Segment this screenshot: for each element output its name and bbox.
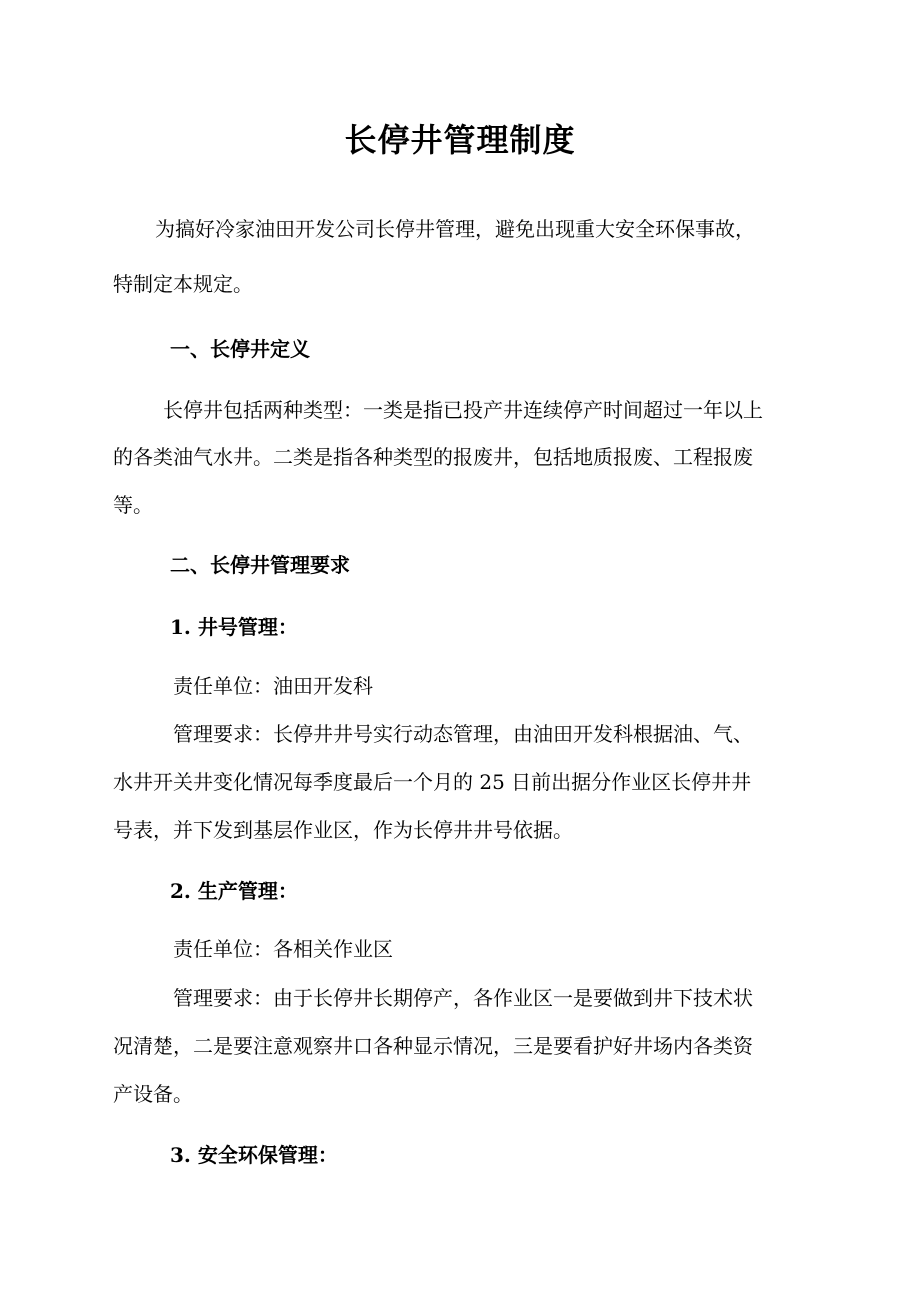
item-1-requirement-line-1: 管理要求：长停井井号实行动态管理，由油田开发科根据油、气、: [173, 722, 753, 746]
item-1-heading: 1. 井号管理：: [170, 615, 298, 639]
intro-line-2: 特制定本规定。: [113, 272, 253, 296]
section-1-heading: 一、长停井定义: [170, 337, 310, 361]
item-3-heading: 3. 安全环保管理：: [170, 1143, 338, 1167]
section-1-body-line-3: 等。: [113, 493, 153, 517]
item-1-requirement-line-3: 号表，并下发到基层作业区，作为长停井井号依据。: [113, 818, 573, 842]
item-2-requirement-line-3: 产设备。: [113, 1082, 193, 1106]
item-2-requirement-line-2: 况清楚，二是要注意观察井口各种显示情况，三是要看护好井场内各类资: [113, 1034, 753, 1058]
intro-line-1: 为搞好冷家油田开发公司长停井管理，避免出现重大安全环保事故，: [155, 217, 755, 241]
section-1-body-line-1: 长停井包括两种类型：一类是指已投产井连续停产时间超过一年以上: [163, 398, 763, 422]
document-title: 长停井管理制度: [344, 121, 576, 159]
item-1-requirement-line-2: 水井开关井变化情况每季度最后一个月的 25 日前出据分作业区长停井井: [113, 770, 752, 794]
item-2-heading: 2. 生产管理：: [170, 879, 298, 903]
section-1-body-line-2: 的各类油气水井。二类是指各种类型的报废井，包括地质报废、工程报废: [113, 445, 753, 469]
item-2-responsible: 责任单位：各相关作业区: [173, 937, 393, 961]
item-1-responsible: 责任单位：油田开发科: [173, 674, 373, 698]
section-2-heading: 二、长停井管理要求: [170, 553, 350, 577]
item-2-requirement-line-1: 管理要求：由于长停井长期停产，各作业区一是要做到井下技术状: [173, 986, 753, 1010]
